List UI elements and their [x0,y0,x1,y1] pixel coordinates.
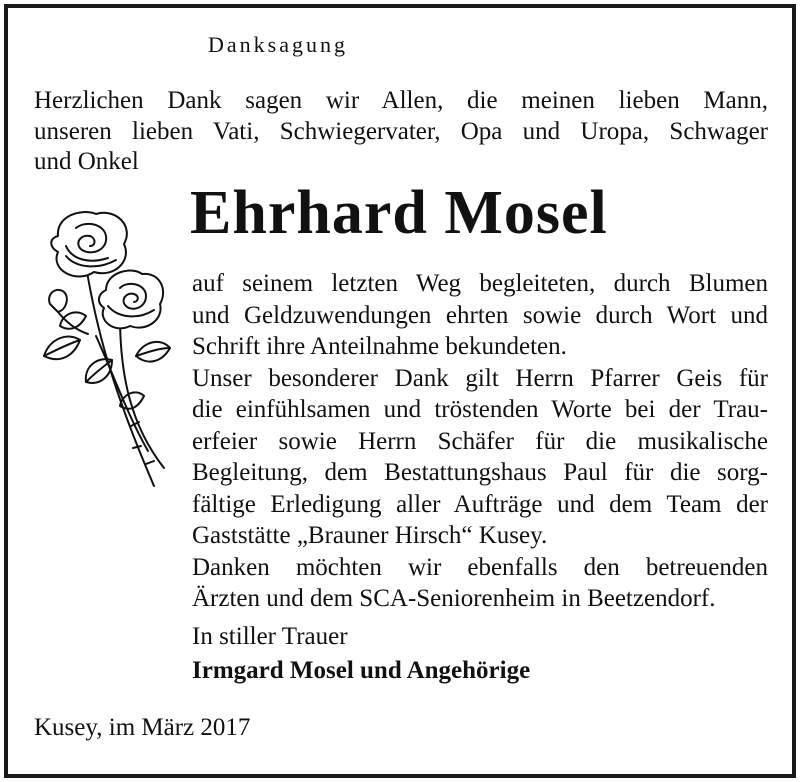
body-line: Danken möchten wir ebenfalls den betreuenden [192,553,768,581]
notice-heading: Danksagung [208,32,348,57]
body-line: Schrift ihre Anteilnahme bekundeten. [192,333,567,360]
body-line: die einfühlsamen und tröstenden Worte bei der Trau- [192,396,768,423]
closing-block [192,620,530,688]
body-line: Gaststätte „Brauner Hirsch“ Kusey. [192,522,548,549]
intro-text [34,86,768,178]
body-line: auf seinem letzten Weg begleiteten, durch Blumen [192,270,768,297]
closing-phrase: In stiller Trauer [192,623,348,650]
body-line: Unser besonderer Dank gilt Herrn Pfarrer Geis für [192,364,768,392]
deceased-name: Ehrhard Mosel [190,179,608,247]
rose-illustration [36,206,176,496]
body-line: und Geldzuwendungen ehrten sowie durch Wort und [192,301,768,329]
intro-line: und Onkel [34,148,139,175]
body-line: erfeier sowie Herrn Schäfer für die musikalische [192,427,768,455]
intro-line: unseren lieben Vati, Schwiegervater, Opa und Uropa, Schwager [34,117,768,145]
body-text [192,268,768,615]
intro-line: Herzlichen Dank sagen wir Allen, die meinen lieben Mann, [34,87,768,114]
signatories: Irmgard Mosel und Angehörige [192,657,531,684]
body-line: Begleitung, dem Bestattungshaus Paul für die sorg- [192,459,768,486]
body-line: Ärzten und dem SCA-Seniorenheim in Beetzendorf. [192,585,716,612]
place-date: Kusey, im März 2017 [34,714,251,741]
body-line: fältige Erledigung aller Aufträge und dem Team der [192,490,768,518]
